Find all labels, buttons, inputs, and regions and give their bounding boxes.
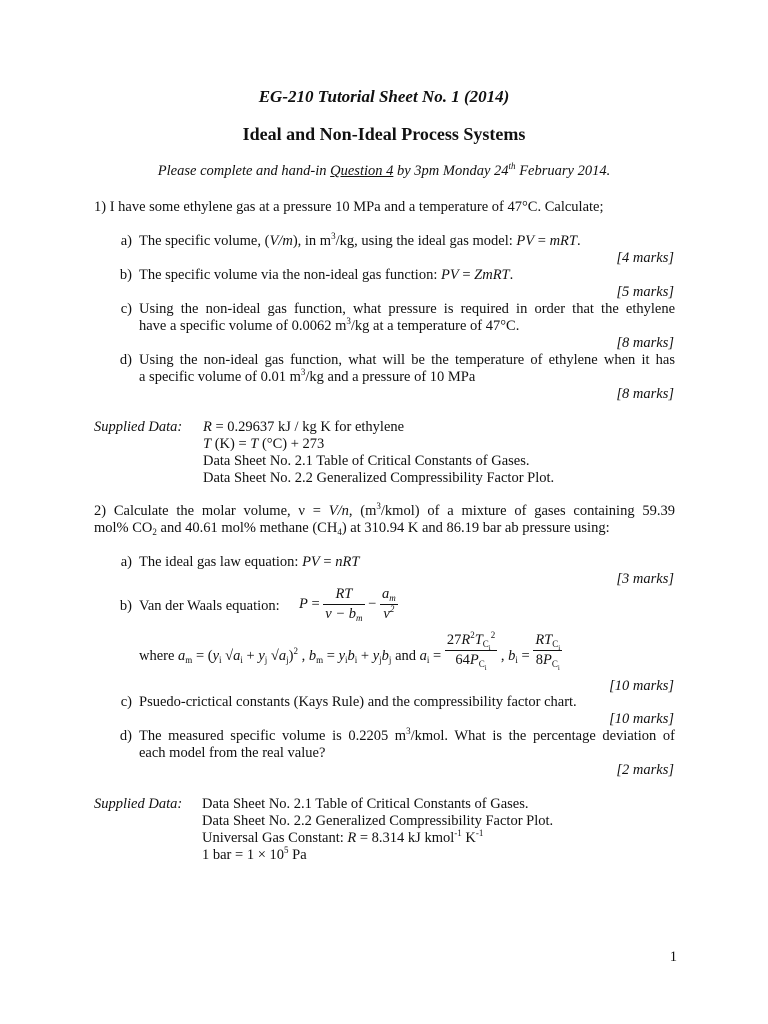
- question-4-reference: Question 4: [330, 163, 394, 179]
- q1d-text-line2: a specific volume of 0.01 $m^3/kg$ and a pressure of 10 MPa: [139, 367, 476, 385]
- q2c-marks: [10 marks]: [609, 711, 674, 727]
- q1d-text-line1: Using the non-ideal gas function, what will be the temperature of ethylene when it has: [139, 352, 675, 368]
- q1c-text-line2: have a specific volume of 0.0062 $m^3/kg$ at a temperature of 47°C.: [139, 316, 520, 334]
- q2-supplied-bar-conversion: 1 bar = $1 \times 10^5$ Pa: [202, 845, 307, 863]
- q1c-text-line1: Using the non-ideal gas function, what pressure is required in order that the ethylene: [139, 301, 675, 317]
- q2a-text: The ideal gas law equation: PV = nRT: [139, 554, 360, 570]
- q2b-text: Van der Waals equation:: [139, 598, 280, 614]
- mixing-rules-equation: where $a_m = (y_i$ $√a_i + y_j$ $√a_j)^2$ , $b_m = y_ib_i + y_jb_j$ and $a_i$ = $\frac{27R^2T_{C_i}^2}{64P_{C_i}}$ , $b_i$ = $\frac{RT_{C_i}}{8P_{C_i}}$: [139, 630, 561, 672]
- q2a-marks: [3 marks]: [616, 571, 674, 587]
- q2-supplied-datasheet-2-2: Data Sheet No. 2.2 Generalized Compressibility Factor Plot.: [202, 813, 554, 829]
- q1-supplied-temperature-conversion: T (K) = T (°C) + 273: [203, 436, 325, 452]
- q2-supplied-universal-gas-constant: Universal Gas Constant: R = 8.314 kJ kmol$^{-1}$ $K^{-1}$: [202, 828, 484, 846]
- q1-supplied-gas-constant: R = 0.29637 kJ / kg K for ethylene: [203, 419, 405, 435]
- q2c-label: c): [120, 694, 132, 710]
- q2d-text-line2: each model from the real value?: [139, 745, 326, 761]
- q2d-label: d): [119, 728, 132, 744]
- q1d-label: d): [119, 352, 132, 368]
- q1c-marks: [8 marks]: [616, 335, 674, 351]
- submission-notice: Please complete and hand-in Question 4 by 3pm Monday 24th February 2014.: [157, 161, 611, 179]
- q1-supplied-label: Supplied Data:: [94, 419, 183, 435]
- q2c-text: Psuedo-crictical constants (Kays Rule) and the compressibility factor chart.: [139, 694, 577, 710]
- van-der-waals-equation: P = $\frac{RT}{\nu - b_m}$ − $\frac{a_m}{\nu^2}$: [299, 586, 396, 623]
- sheet-title: EG-210 Tutorial Sheet No. 1 (2014): [258, 87, 510, 106]
- sheet-subtitle: Ideal and Non-Ideal Process Systems: [242, 124, 526, 144]
- q1c-label: c): [120, 301, 132, 317]
- q1d-marks: [8 marks]: [616, 386, 674, 402]
- q2d-text-line1: The measured specific volume is 0.2205 $m^3$/kmol. What is the percentage deviation of: [139, 726, 675, 744]
- q2b-label: b): [119, 598, 132, 614]
- question-1-intro: 1) I have some ethylene gas at a pressure 10 MPa and a temperature of 47°C. Calculate;: [94, 199, 604, 215]
- q1b-text: The specific volume via the non-ideal gas function: PV = ZmRT.: [139, 267, 514, 283]
- q1-supplied-datasheet-2-2: Data Sheet No. 2.2 Generalized Compressibility Factor Plot.: [203, 470, 555, 486]
- q2-supplied-label: Supplied Data:: [94, 796, 183, 812]
- q1a-label: a): [120, 233, 132, 249]
- q1a-text: The specific volume, (V/m), in $m^3/kg$, using the ideal gas model: PV = mRT.: [139, 231, 581, 249]
- q1-supplied-datasheet-2-1: Data Sheet No. 2.1 Table of Critical Constants of Gases.: [203, 453, 530, 469]
- question-2-intro-line2: mol% $CO_2$ and 40.61 mol% methane $(CH_4)$ at 310.94 K and 86.19 bar ab pressure using:: [94, 520, 610, 537]
- q2a-label: a): [120, 554, 132, 570]
- q2b-marks: [10 marks]: [609, 678, 674, 694]
- page-number: 1: [669, 949, 677, 965]
- q2-supplied-datasheet-2-1: Data Sheet No. 2.1 Table of Critical Constants of Gases.: [202, 796, 529, 812]
- q1a-marks: [4 marks]: [616, 250, 674, 266]
- q1b-marks: [5 marks]: [616, 284, 674, 300]
- q2d-marks: [2 marks]: [616, 762, 674, 778]
- question-2-intro-line1: 2) Calculate the molar volume, ν = V/n, $(m^3/kmol)$ of a mixture of gases containing 59.39: [94, 501, 676, 519]
- q1b-label: b): [119, 267, 132, 283]
